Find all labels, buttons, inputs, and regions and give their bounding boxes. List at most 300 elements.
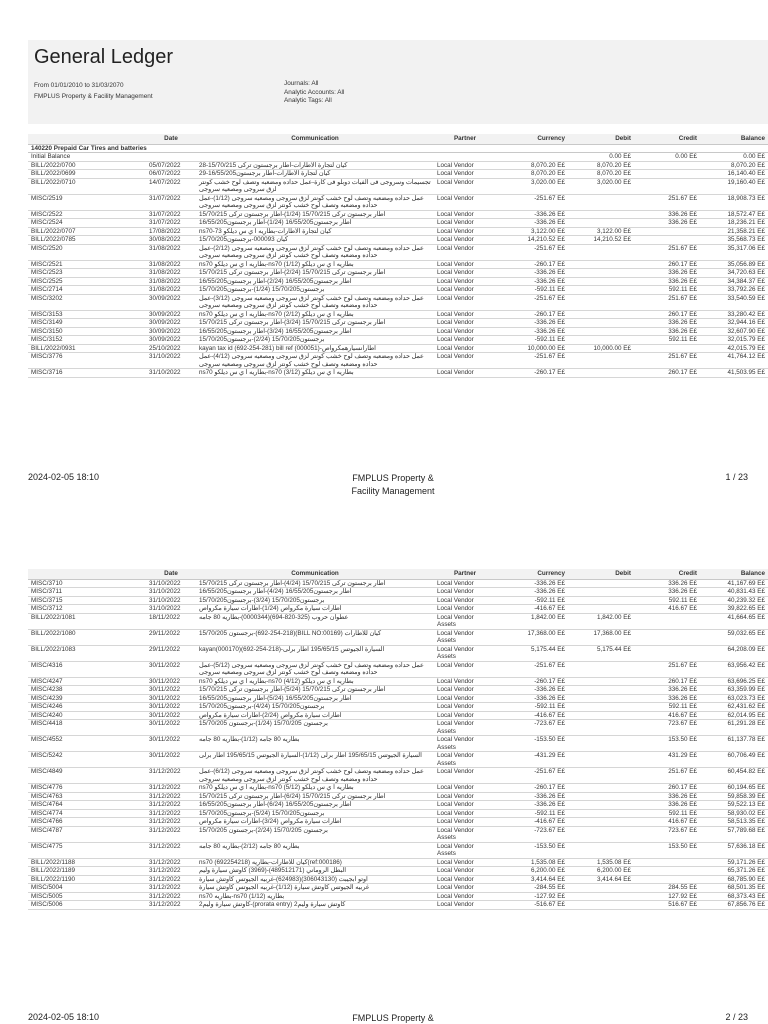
entry-date: 25/10/2022 <box>146 344 196 353</box>
entry-date: 17/08/2022 <box>146 227 196 236</box>
entry-ref: MISC/2714 <box>28 286 146 295</box>
entry-debit <box>568 605 634 614</box>
col-credit: Credit <box>634 134 700 144</box>
table-row <box>28 858 768 867</box>
company-name: FMPLUS Property & Facility Management <box>34 93 153 100</box>
entry-debit <box>568 703 634 712</box>
entry-partner: Local Vendor <box>434 170 496 179</box>
entry-communication: برجستون15/70/205 (4/24)-برجستون15/70/205 <box>196 703 434 712</box>
table-row <box>28 605 768 614</box>
entry-debit <box>568 336 634 345</box>
initial-balance-row <box>28 153 768 162</box>
entry-debit <box>568 842 634 858</box>
entry-partner: Local Vendor <box>434 588 496 597</box>
entry-ref: BILL/2022/0931 <box>28 344 146 353</box>
entry-date: 30/09/2022 <box>146 319 196 328</box>
entry-date: 30/11/2022 <box>146 711 196 720</box>
entry-balance: 41,664.65 E£ <box>700 613 768 629</box>
entry-communication: عطوان حروب (325-820-694)(0000344)-بطاريه 80 جامه <box>196 613 434 629</box>
entry-debit <box>568 809 634 818</box>
entry-date: 31/08/2022 <box>146 244 196 260</box>
table-row <box>28 645 768 661</box>
table-row <box>28 703 768 712</box>
entry-date: 30/11/2022 <box>146 661 196 677</box>
entry-balance: 40,239.32 E£ <box>700 596 768 605</box>
entry-partner: Local Vendor Assets <box>434 613 496 629</box>
entry-debit <box>568 792 634 801</box>
entry-communication: بطاريه ns70 (1/12)-بطاريه ns70 <box>196 892 434 901</box>
entry-partner: Local Vendor <box>434 327 496 336</box>
entry-communication: برجستون15/70/205 (2/24)-برجستون15/70/205 <box>196 336 434 345</box>
entry-credit <box>634 867 700 876</box>
entry-date: 30/09/2022 <box>146 310 196 319</box>
entry-currency: -431.29 E£ <box>496 752 568 768</box>
entry-partner: Local Vendor <box>434 210 496 219</box>
entry-partner: Local Vendor <box>434 818 496 827</box>
entry-debit <box>568 310 634 319</box>
entry-balance: 68,501.35 E£ <box>700 884 768 893</box>
entry-communication: kayan(000170)(692-254-218)-السيارة الجيوتس 195/65/15 اطار برلى <box>196 645 434 661</box>
table-row <box>28 260 768 269</box>
table-row <box>28 277 768 286</box>
table-row <box>28 884 768 893</box>
entry-date: 18/11/2022 <box>146 613 196 629</box>
entry-communication: اطار برجستون16/55/205 (4/24)-اطار برجستون16/55/205 <box>196 588 434 597</box>
col-balance: Balance <box>700 569 768 579</box>
entry-communication: بطاريه ا ي س ديلكو ns70 (2/12)-بطاريه ا ي س ديلكو ns70 <box>196 310 434 319</box>
entry-partner: Local Vendor Assets <box>434 842 496 858</box>
entry-credit <box>634 236 700 245</box>
entry-partner: Local Vendor <box>434 694 496 703</box>
table-row <box>28 901 768 910</box>
entry-ref: MISC/4316 <box>28 661 146 677</box>
entry-credit: 592.11 E£ <box>634 703 700 712</box>
entry-communication: اطارات سيارة مكرواص (2/24)-اطارات سيارة مكرواص <box>196 711 434 720</box>
entry-balance: 34,384.37 E£ <box>700 277 768 286</box>
entry-partner: Local Vendor <box>434 178 496 194</box>
entry-debit <box>568 319 634 328</box>
entry-communication: غربيه الجيوتس كاوتش سيارة (1/12)-غربيه الجيوتس كاوتش سيارة <box>196 884 434 893</box>
entry-debit <box>568 286 634 295</box>
entry-currency: 17,368.00 E£ <box>496 629 568 645</box>
entry-communication: كاوتش سيارة وليم2 (prorata entry)-كاوتش سيارة وليم2 <box>196 901 434 910</box>
entry-balance: 19,160.40 E£ <box>700 178 768 194</box>
entry-credit <box>634 645 700 661</box>
entry-credit: 336.26 E£ <box>634 327 700 336</box>
entry-currency: -416.67 E£ <box>496 711 568 720</box>
entry-partner: Local Vendor <box>434 269 496 278</box>
entry-ref: MISC/2521 <box>28 260 146 269</box>
entry-communication: اطار برجستون تركى 15/70/215 (1/24)-اطار برجستون تركى 15/70/215 <box>196 210 434 219</box>
entry-partner: Local Vendor <box>434 711 496 720</box>
table-row <box>28 170 768 179</box>
entry-balance: 58,513.35 E£ <box>700 818 768 827</box>
entry-communication: كيان لتجارة الاطارات-اطار برجستون16/55/205-29 <box>196 170 434 179</box>
entry-balance: 40,831.43 E£ <box>700 588 768 597</box>
table-row <box>28 244 768 260</box>
entry-ref: BILL/2022/1080 <box>28 629 146 645</box>
entry-date: 31/12/2022 <box>146 784 196 793</box>
entry-ref: MISC/4240 <box>28 711 146 720</box>
entry-ref: BILL/2022/0700 <box>28 161 146 170</box>
entry-partner: Local Vendor <box>434 353 496 369</box>
entry-ref: MISC/4418 <box>28 720 146 736</box>
entry-debit: 14,210.52 E£ <box>568 236 634 245</box>
entry-date: 05/07/2022 <box>146 161 196 170</box>
col-date: Date <box>146 569 196 579</box>
entry-communication: برجستون15/70/205 (1/24)-برجستون15/70/205 <box>196 286 434 295</box>
col-currency: Currency <box>496 134 568 144</box>
entry-ref: BILL/2022/1083 <box>28 645 146 661</box>
entry-date: 31/10/2022 <box>146 353 196 369</box>
entry-credit: 127.92 E£ <box>634 892 700 901</box>
entry-partner: Local Vendor <box>434 579 496 588</box>
entry-debit: 17,368.00 E£ <box>568 629 634 645</box>
entry-credit: 336.26 E£ <box>634 277 700 286</box>
entry-date: 30/11/2022 <box>146 703 196 712</box>
entry-currency: -336.26 E£ <box>496 210 568 219</box>
entry-date: 31/10/2022 <box>146 588 196 597</box>
entry-date: 31/07/2022 <box>146 219 196 228</box>
entry-currency: -336.26 E£ <box>496 277 568 286</box>
entry-partner: Local Vendor <box>434 686 496 695</box>
entry-partner: Local Vendor Assets <box>434 629 496 645</box>
entry-currency: 1,535.08 E£ <box>496 858 568 867</box>
table-row <box>28 711 768 720</box>
entry-currency: 1,842.00 E£ <box>496 613 568 629</box>
entry-balance: 18,236.21 E£ <box>700 219 768 228</box>
entry-ref: BILL/2022/0699 <box>28 170 146 179</box>
col-currency: Currency <box>496 569 568 579</box>
entry-date: 31/12/2022 <box>146 858 196 867</box>
table-row <box>28 161 768 170</box>
entry-ref: BILL/2022/0710 <box>28 178 146 194</box>
entry-debit <box>568 219 634 228</box>
entry-balance: 68,373.43 E£ <box>700 892 768 901</box>
entry-debit: 1,842.00 E£ <box>568 613 634 629</box>
entry-debit <box>568 244 634 260</box>
table-row <box>28 219 768 228</box>
entry-ref: MISC/3715 <box>28 596 146 605</box>
entry-currency: -592.11 E£ <box>496 286 568 295</box>
entry-balance: 39,822.65 E£ <box>700 605 768 614</box>
entry-balance: 64,208.09 E£ <box>700 645 768 661</box>
entry-partner: Local Vendor <box>434 596 496 605</box>
entry-communication: اوتو ابجيبت (306043130)(624983)-غربيه الجيوتس كاوتش سيارة <box>196 875 434 884</box>
entry-communication: بطاريه ا ي س ديلكو ns70 (5/12)-بطاريه ا ي س ديلكو ns70 <box>196 784 434 793</box>
entry-date: 31/12/2022 <box>146 768 196 784</box>
table-row <box>28 588 768 597</box>
entry-currency: -592.11 E£ <box>496 336 568 345</box>
entry-credit: 336.26 E£ <box>634 588 700 597</box>
entry-communication: برجستون15/70/205 (5/24)-برجستون15/70/205 <box>196 809 434 818</box>
table-row <box>28 842 768 858</box>
entry-currency: 3,020.00 E£ <box>496 178 568 194</box>
entry-debit <box>568 210 634 219</box>
entry-currency: 3,122.00 E£ <box>496 227 568 236</box>
entry-partner: Local Vendor <box>434 605 496 614</box>
entry-ref: MISC/2519 <box>28 194 146 210</box>
entry-communication: بطاريه ا ي س ديلكو ns70 (4/12)-بطاريه ا ي س ديلكو ns70 <box>196 677 434 686</box>
entry-credit <box>634 178 700 194</box>
entry-ref: MISC/2525 <box>28 277 146 286</box>
entry-balance: 18,572.47 E£ <box>700 210 768 219</box>
entry-credit <box>634 170 700 179</box>
entry-communication: عمل حداده ومضعبه وتصف لوح خشب كونتر لزق سروجى ومصعيه سروجى (5/12)-عمل حداده ومضعبه وتصف لوح خشب كونتر لزق سروجى ومصعيه سروجى <box>196 661 434 677</box>
entry-date: 31/07/2022 <box>146 210 196 219</box>
entry-partner: Local Vendor <box>434 336 496 345</box>
entry-credit: 516.67 E£ <box>634 901 700 910</box>
entry-balance: 65,371.26 E£ <box>700 867 768 876</box>
entry-balance: 16,140.40 E£ <box>700 170 768 179</box>
entry-communication: برجستون15/70/205 (3/24)-برجستون15/70/205 <box>196 596 434 605</box>
entry-communication: بطاريه ا ي س ديلكو ns70 (1/12)-بطاريه ا ي س ديلكو ns70 <box>196 260 434 269</box>
entry-communication: اطار برجستون16/55/205 (5/24)-اطار برجستون16/55/205 <box>196 694 434 703</box>
entry-ref: MISC/4776 <box>28 784 146 793</box>
entry-credit: 592.11 E£ <box>634 286 700 295</box>
table-row <box>28 792 768 801</box>
entry-partner: Local Vendor <box>434 858 496 867</box>
entry-partner: Local Vendor <box>434 784 496 793</box>
entry-partner: Local Vendor <box>434 260 496 269</box>
entry-credit: 336.26 E£ <box>634 801 700 810</box>
entry-currency: -251.67 E£ <box>496 244 568 260</box>
entry-currency: -516.67 E£ <box>496 901 568 910</box>
entry-debit <box>568 260 634 269</box>
col-debit: Debit <box>568 569 634 579</box>
entry-communication: عمل حداده ومضعبه وتصف لوح خشب كونتر لزق سروجى ومصعيه سروجى (1/12)-عمل حداده ومضعبه وتصف لوح خشب كونتر لزق سروجى ومصعيه سروجى <box>196 194 434 210</box>
table-header-row <box>28 134 768 144</box>
entry-currency: 8,070.20 E£ <box>496 170 568 179</box>
entry-communication: البطل الروماني (489512171)-(3969) كاوتش سيارة وليم <box>196 867 434 876</box>
entry-debit: 6,200.00 E£ <box>568 867 634 876</box>
entry-currency: -260.17 E£ <box>496 784 568 793</box>
col-communication: Communication <box>196 134 434 144</box>
entry-balance: 33,792.26 E£ <box>700 286 768 295</box>
table-row <box>28 809 768 818</box>
entry-balance: 59,032.65 E£ <box>700 629 768 645</box>
table-row <box>28 579 768 588</box>
initial-balance: 0.00 E£ <box>700 153 768 162</box>
entry-currency: -336.26 E£ <box>496 694 568 703</box>
entry-currency: -336.26 E£ <box>496 219 568 228</box>
entry-date: 31/08/2022 <box>146 286 196 295</box>
entry-currency: -336.26 E£ <box>496 579 568 588</box>
entry-ref: MISC/2523 <box>28 269 146 278</box>
date-range: From 01/01/2010 to 31/03/2070 <box>34 82 124 89</box>
entry-partner: Local Vendor <box>434 344 496 353</box>
table-row <box>28 892 768 901</box>
col-debit: Debit <box>568 134 634 144</box>
col-communication: Communication <box>196 569 434 579</box>
entry-debit <box>568 294 634 310</box>
entry-partner: Local Vendor <box>434 219 496 228</box>
entry-ref: BILL/2022/0707 <box>28 227 146 236</box>
entry-partner: Local Vendor <box>434 703 496 712</box>
entry-debit <box>568 892 634 901</box>
entry-ref: MISC/3149 <box>28 319 146 328</box>
entry-balance: 35,056.89 E£ <box>700 260 768 269</box>
entry-currency: -592.11 E£ <box>496 809 568 818</box>
entry-date: 06/07/2022 <box>146 170 196 179</box>
table-row <box>28 661 768 677</box>
entry-ref: MISC/2524 <box>28 219 146 228</box>
table-row <box>28 686 768 695</box>
entry-date: 14/07/2022 <box>146 178 196 194</box>
entry-currency: 10,000.00 E£ <box>496 344 568 353</box>
entry-balance: 8,070.20 E£ <box>700 161 768 170</box>
entry-ref: MISC/4552 <box>28 736 146 752</box>
col-partner: Partner <box>434 134 496 144</box>
report-filters-right <box>284 80 344 106</box>
entry-partner: Local Vendor <box>434 286 496 295</box>
entry-ref: MISC/4774 <box>28 809 146 818</box>
entry-debit: 10,000.00 E£ <box>568 344 634 353</box>
entry-communication: اطارات سيارة مكرواص (3/24)-اطارات سيارة مكرواص <box>196 818 434 827</box>
entry-debit <box>568 784 634 793</box>
initial-debit: 0.00 E£ <box>568 153 634 162</box>
entry-credit: 284.55 E£ <box>634 884 700 893</box>
entry-debit <box>568 884 634 893</box>
entry-ref: MISC/4238 <box>28 686 146 695</box>
analytic-accounts-filter: Analytic Accounts: All <box>284 88 345 96</box>
entry-communication: كيان للاطارات (BILL NO:00169)(692-254-218)-برجستون 15/70/205 <box>196 629 434 645</box>
entry-debit: 8,070.20 E£ <box>568 170 634 179</box>
entry-date: 31/10/2022 <box>146 579 196 588</box>
initial-balance-label: Initial Balance <box>28 153 146 162</box>
entry-date: 31/12/2022 <box>146 901 196 910</box>
table-row <box>28 353 768 369</box>
entry-balance: 62,431.62 E£ <box>700 703 768 712</box>
table-row <box>28 720 768 736</box>
entry-currency: -592.11 E£ <box>496 596 568 605</box>
entry-date: 30/09/2022 <box>146 327 196 336</box>
table-row <box>28 736 768 752</box>
entry-credit: 416.67 E£ <box>634 711 700 720</box>
entry-ref: MISC/4766 <box>28 818 146 827</box>
entry-ref: MISC/5242 <box>28 752 146 768</box>
entry-ref: MISC/3202 <box>28 294 146 310</box>
footer-timestamp: 2024-02-05 18:10 <box>28 1012 100 1022</box>
entry-date: 31/12/2022 <box>146 884 196 893</box>
entry-partner: Local Vendor <box>434 768 496 784</box>
entry-currency: -251.67 E£ <box>496 194 568 210</box>
entry-partner: Local Vendor <box>434 244 496 260</box>
table-row <box>28 867 768 876</box>
col-credit: Credit <box>634 569 700 579</box>
entry-credit: 336.26 E£ <box>634 210 700 219</box>
entry-currency: -416.67 E£ <box>496 818 568 827</box>
entry-debit <box>568 579 634 588</box>
entry-communication: عمل حداده ومضعبه وتصف لوح خشب كونتر لزق سروجى ومصعيه سروجى (6/12)-عمل حداده ومضعبه وتصف لوح خشب كونتر لزق سروجى ومصعيه سروجى <box>196 768 434 784</box>
entry-ref: BILL/2022/1190 <box>28 875 146 884</box>
entry-debit: 1,535.08 E£ <box>568 858 634 867</box>
entry-date: 31/12/2022 <box>146 867 196 876</box>
entry-balance: 63,359.99 E£ <box>700 686 768 695</box>
entry-debit <box>568 826 634 842</box>
entry-date: 31/08/2022 <box>146 277 196 286</box>
footer-timestamp: 2024-02-05 18:10 <box>28 472 100 482</box>
entry-date: 31/07/2022 <box>146 194 196 210</box>
entry-communication: عمل حداده ومضعبه وتصف لوح خشب كونتر لزق سروجى ومصعيه سروجى (3/12)-عمل حداده ومضعبه وتصف لوح خشب كونتر لزق سروجى ومصعيه سروجى <box>196 294 434 310</box>
entry-partner: Local Vendor <box>434 294 496 310</box>
account-group-label: 140220 Prepaid Car Tires and batteries <box>28 144 768 153</box>
entry-communication: برجستون 15/70/205 (2/24)-برجستون 15/70/205 <box>196 826 434 842</box>
entry-credit: 251.67 E£ <box>634 194 700 210</box>
entry-debit <box>568 801 634 810</box>
entry-date: 30/11/2022 <box>146 720 196 736</box>
entry-credit: 336.26 E£ <box>634 694 700 703</box>
entry-partner: Local Vendor <box>434 277 496 286</box>
entry-debit <box>568 711 634 720</box>
entry-date: 30/11/2022 <box>146 686 196 695</box>
entry-credit <box>634 344 700 353</box>
table-row <box>28 327 768 336</box>
entry-date: 30/11/2022 <box>146 736 196 752</box>
entry-date: 29/11/2022 <box>146 645 196 661</box>
table-header-row <box>28 569 768 579</box>
entry-currency: -336.26 E£ <box>496 319 568 328</box>
entry-date: 31/12/2022 <box>146 842 196 858</box>
entry-balance: 61,291.28 E£ <box>700 720 768 736</box>
table-row <box>28 269 768 278</box>
footer-company: FMPLUS Property & <box>352 1013 434 1023</box>
entry-debit <box>568 369 634 378</box>
entry-date: 31/10/2022 <box>146 596 196 605</box>
entry-date: 30/11/2022 <box>146 694 196 703</box>
entry-credit: 592.11 E£ <box>634 809 700 818</box>
entry-communication: عمل حداده ومضعبه وتصف لوح خشب كونتر لزق سروجى ومصعيه سروجى (2/12)-عمل حداده ومضعبه وتصف لوح خشب كونتر لزق سروجى ومصعيه سروجى <box>196 244 434 260</box>
entry-partner: Local Vendor <box>434 792 496 801</box>
entry-currency: -251.67 E£ <box>496 294 568 310</box>
entry-balance: 59,858.39 E£ <box>700 792 768 801</box>
entry-date: 30/09/2022 <box>146 294 196 310</box>
entry-debit <box>568 677 634 686</box>
entry-ref: MISC/4764 <box>28 801 146 810</box>
entry-currency: -336.26 E£ <box>496 686 568 695</box>
entry-balance: 32,607.90 E£ <box>700 327 768 336</box>
table-row <box>28 210 768 219</box>
table-row <box>28 818 768 827</box>
entry-balance: 35,568.73 E£ <box>700 236 768 245</box>
entry-debit <box>568 277 634 286</box>
entry-partner: Local Vendor <box>434 875 496 884</box>
entry-currency: 5,175.44 E£ <box>496 645 568 661</box>
entry-balance: 21,358.21 E£ <box>700 227 768 236</box>
entry-currency: -260.17 E£ <box>496 310 568 319</box>
entry-balance: 63,023.73 E£ <box>700 694 768 703</box>
table-row <box>28 344 768 353</box>
entry-debit <box>568 588 634 597</box>
entry-debit <box>568 686 634 695</box>
table-row <box>28 236 768 245</box>
entry-communication: بطاريه 80 جامه (2/12)-بطاريه 80 جامه <box>196 842 434 858</box>
entry-partner: Local Vendor Assets <box>434 752 496 768</box>
entry-balance: 32,944.16 E£ <box>700 319 768 328</box>
entry-partner: Local Vendor <box>434 867 496 876</box>
entry-ref: MISC/3711 <box>28 588 146 597</box>
entry-date: 31/12/2022 <box>146 792 196 801</box>
col-entry <box>28 134 146 144</box>
entry-ref: MISC/3776 <box>28 353 146 369</box>
entry-currency: -127.92 E£ <box>496 892 568 901</box>
table-row <box>28 369 768 378</box>
table-row <box>28 752 768 768</box>
entry-currency: -251.67 E£ <box>496 353 568 369</box>
report-header <box>28 40 768 124</box>
entry-currency: -336.26 E£ <box>496 269 568 278</box>
entry-debit <box>568 661 634 677</box>
